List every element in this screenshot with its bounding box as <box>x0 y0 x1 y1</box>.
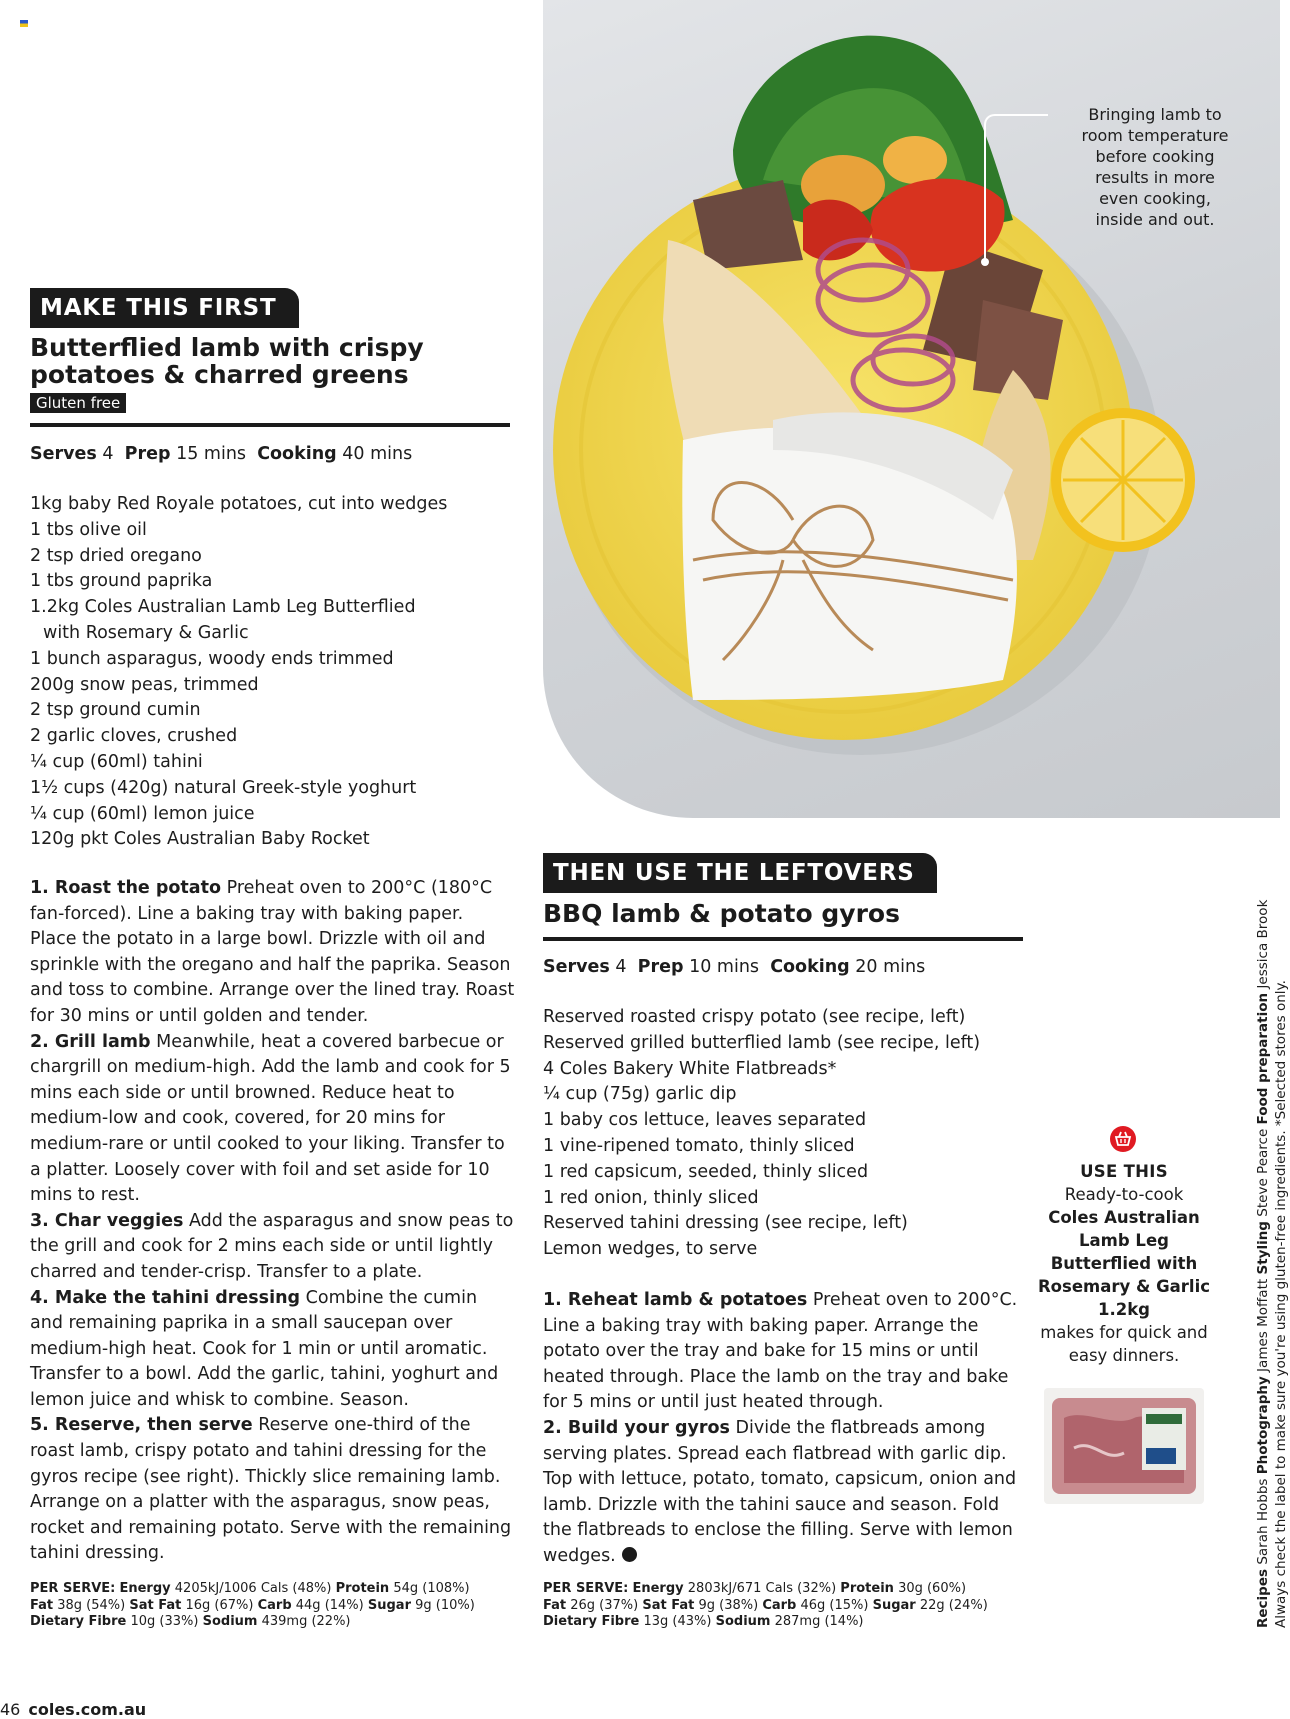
food-prep-label: Food preparation <box>1255 992 1271 1125</box>
ingredient-item: Reserved grilled butterflied lamb (see recipe, left) <box>543 1032 981 1053</box>
ingredient-item: 1½ cups (420g) natural Greek-style yoghurt <box>30 777 417 798</box>
step-heading: 2. Grill lamb <box>30 1031 151 1052</box>
ingredient-item: 2 tsp ground cumin <box>30 700 201 721</box>
serves-value: 4 <box>102 444 114 464</box>
page-number: 46 <box>0 1700 21 1719</box>
then-use-leftovers-tag: THEN USE THE LEFTOVERS <box>543 853 937 893</box>
fat-value: 26g (37%) <box>570 1597 639 1613</box>
serves-value: 4 <box>615 957 627 977</box>
step-heading: 1. Roast the potato <box>30 878 221 898</box>
step-heading: 3. Char veggies <box>30 1210 184 1231</box>
lamb-product-pack <box>1044 1388 1204 1504</box>
method-step <box>30 1286 515 1414</box>
ingredient-item: 1 vine-ripened tomato, thinly sliced <box>543 1135 855 1156</box>
step-text: Combine the cumin and remaining paprika in a small saucepan over medium-high heat. Cook for 1 min or until aromatic. Transfer to a bowl. Add the garlic, tahini, yoghurt and lemon juice and whisk to combine. Season. <box>30 1287 499 1410</box>
prep-value: 15 mins <box>176 444 247 464</box>
recipe1-meta <box>30 443 412 465</box>
fibre-value: 13g (43%) <box>643 1614 712 1629</box>
fat-value: 38g (54%) <box>57 1597 126 1613</box>
per-serve-label: PER SERVE: <box>543 1581 629 1596</box>
recipe1-method <box>30 876 515 1567</box>
prep-label: Prep <box>124 444 171 464</box>
step-text: Reserve one-third of the roast lamb, crispy potato and tahini dressing for the gyros recipe (see right). Thickly slice remaining lamb. Arrange on a platter with the asparagus, snow peas, rocket and remaining potato. Serve with the remaining tahini dressing. <box>30 1415 512 1564</box>
carb-label: Carb <box>762 1597 797 1613</box>
ingredient-item: 4 Coles Bakery White Flatbreads* <box>543 1058 837 1079</box>
food-prep-credit: Jessica Brook <box>1255 899 1271 989</box>
page-footer <box>0 1700 146 1719</box>
sodium-value: 439mg (22%) <box>261 1614 351 1629</box>
method-step <box>30 1030 515 1209</box>
ingredient-item: 1 red onion, thinly sliced <box>543 1187 759 1208</box>
ingredient-item: Reserved roasted crispy potato (see recipe, left) <box>543 1007 966 1027</box>
sat-fat-label: Sat Fat <box>129 1597 182 1613</box>
use-this-intro: Ready-to-cook <box>1064 1185 1184 1204</box>
ingredient-item: 1 bunch asparagus, woody ends trimmed <box>30 648 394 669</box>
ingredient-item: 1 baby cos lettuce, leaves separated <box>543 1110 867 1131</box>
recipes-credit: Sarah Hobbs <box>1255 1478 1271 1565</box>
energy-label: Energy <box>632 1581 684 1596</box>
recipe1-title-line2: potatoes & charred greens <box>30 360 409 389</box>
ingredient-item: ¼ cup (75g) garlic dip <box>543 1084 737 1105</box>
sodium-label: Sodium <box>715 1614 771 1629</box>
carb-value: 46g (15%) <box>800 1597 869 1613</box>
energy-label: Energy <box>119 1581 171 1596</box>
flag-icon <box>20 20 28 27</box>
sodium-value: 287mg (14%) <box>774 1614 864 1629</box>
photography-credit: James Moffatt <box>1255 1278 1271 1372</box>
carb-value: 44g (14%) <box>295 1597 364 1613</box>
step-heading: 4. Make the tahini dressing <box>30 1287 301 1308</box>
ingredient-item: ¼ cup (60ml) tahini <box>30 751 203 772</box>
serves-label: Serves <box>543 957 610 977</box>
ingredient-item: 1 red capsicum, seeded, thinly sliced <box>543 1161 869 1182</box>
method-step <box>30 876 515 1030</box>
recipe2-meta <box>543 956 925 978</box>
sugar-value: 22g (24%) <box>919 1597 988 1613</box>
styling-credit: Steve Pearce <box>1255 1128 1271 1217</box>
use-this-heading: USE THIS <box>1080 1162 1168 1181</box>
fibre-label: Dietary Fibre <box>30 1614 127 1629</box>
photography-label: Photography <box>1255 1376 1271 1475</box>
sat-fat-value: 16g (67%) <box>185 1597 254 1613</box>
ingredient-item: 120g pkt Coles Australian Baby Rocket <box>30 829 370 850</box>
step-text: Add the asparagus and snow peas to the grill and cook for 2 mins each side or until lightly charred and tender-crisp. Transfer to a plate. <box>30 1210 514 1282</box>
protein-value: 30g (60%) <box>898 1581 967 1596</box>
recipe2-ingredients <box>543 1005 1023 1263</box>
step-heading: 2. Build your gyros <box>543 1417 730 1438</box>
energy-value: 2803kJ/671 Cals (32%) <box>687 1581 837 1596</box>
credits-line <box>1254 888 1272 1628</box>
method-step <box>543 1288 1025 1416</box>
ingredient-item: 1.2kg Coles Australian Lamb Leg Butterflied <box>30 597 416 618</box>
cooking-value: 20 mins <box>855 957 926 977</box>
method-step <box>30 1413 515 1567</box>
energy-value: 4205kJ/1006 Cals (48%) <box>174 1581 332 1596</box>
serves-label: Serves <box>30 444 97 464</box>
protein-label: Protein <box>840 1581 894 1596</box>
sugar-label: Sugar <box>872 1597 916 1613</box>
prep-value: 10 mins <box>689 957 760 977</box>
recipe2-nutrition <box>543 1581 1033 1631</box>
photo-callout: Bringing lamb to room temperature before cooking results in more even cooking, inside and out. <box>1081 105 1229 229</box>
method-step <box>30 1209 515 1286</box>
recipe2-method <box>543 1288 1025 1570</box>
ingredient-item: ¼ cup (60ml) lemon juice <box>30 803 255 824</box>
step-text: Preheat oven to 200°C (180°C fan-forced). Line a baking tray with baking paper. Place the potato in a large bowl. Drizzle with oil and sprinkle with the oregano and half the paprika. Season and toss to combine. Arrange over the lined tray. Roast for 30 mins or until golden and tender. <box>30 878 515 1026</box>
method-step <box>543 1416 1025 1570</box>
use-this-product: Coles Australian Lamb Leg Butterflied with Rosemary & Garlic 1.2kg <box>1037 1208 1211 1319</box>
styling-label: Styling <box>1255 1221 1271 1275</box>
recipe2-divider <box>543 937 1023 941</box>
prep-label: Prep <box>637 957 684 977</box>
ingredient-item: 2 garlic cloves, crushed <box>30 726 238 747</box>
step-heading: 1. Reheat lamb & potatoes <box>543 1290 808 1310</box>
fat-label: Fat <box>30 1597 54 1613</box>
sugar-value: 9g (10%) <box>415 1597 475 1613</box>
step-heading: 5. Reserve, then serve <box>30 1415 253 1436</box>
use-this-outro: makes for quick and easy dinners. <box>1040 1323 1208 1365</box>
recipe1-title-line1: Butterflied lamb with crispy <box>30 333 424 362</box>
site-link[interactable]: coles.com.au <box>28 1700 147 1719</box>
dot-bullet-icon <box>622 1547 637 1562</box>
recipe1-ingredients <box>30 492 510 853</box>
sugar-label: Sugar <box>367 1597 411 1613</box>
use-this-panel <box>1036 1160 1212 1367</box>
ingredient-item: 1 tbs olive oil <box>30 519 147 540</box>
ingredient-item-continued: with Rosemary & Garlic <box>43 622 249 643</box>
cooking-label: Cooking <box>257 444 337 464</box>
recipes-label: Recipes <box>1255 1568 1271 1628</box>
cooking-label: Cooking <box>770 957 850 977</box>
recipe1-divider <box>30 423 510 427</box>
fat-label: Fat <box>543 1597 567 1613</box>
recipe1-title <box>30 334 500 388</box>
step-text: Preheat oven to 200°C. Line a baking tray with baking paper. Arrange the potato over the tray and bake for 15 mins or until heated through. Place the lamb on the tray and bake for 5 mins or until just heated through. <box>543 1290 1018 1413</box>
sodium-label: Sodium <box>202 1614 258 1629</box>
fibre-label: Dietary Fibre <box>543 1614 640 1629</box>
make-this-first-tag: MAKE THIS FIRST <box>30 288 299 328</box>
ingredient-item: 1kg baby Red Royale potatoes, cut into wedges <box>30 494 448 514</box>
credits <box>1254 888 1290 1628</box>
fibre-value: 10g (33%) <box>130 1614 199 1629</box>
carb-label: Carb <box>257 1597 292 1613</box>
gluten-free-badge: Gluten free <box>30 393 126 413</box>
step-text: Divide the flatbreads among serving plates. Spread each flatbread with garlic dip. Top with lettuce, potato, tomato, capsicum, onion and lamb. Drizzle with the tahini sauce and season. Fold the flatbreads to enclose the filling. Serve with lemon wedges. <box>543 1417 1017 1566</box>
gluten-free-note: Always check the label to make sure you're using gluten-free ingredients. *Selected stores only. <box>1273 980 1289 1628</box>
sat-fat-value: 9g (38%) <box>698 1597 759 1613</box>
ingredient-item: 200g snow peas, trimmed <box>30 674 259 695</box>
ingredient-item: Reserved tahini dressing (see recipe, left) <box>543 1213 908 1234</box>
basket-icon <box>1110 1126 1136 1152</box>
sat-fat-label: Sat Fat <box>642 1597 695 1613</box>
step-text: Meanwhile, heat a covered barbecue or chargrill on medium-high. Add the lamb and cook for 5 mins each side or until browned. Reduce heat to medium-low and cook, covered, for 20 mins for medium-rare or until cooked to your liking. Transfer to a platter. Loosely cover with foil and set aside for 10 mins to rest. <box>30 1031 511 1206</box>
cooking-value: 40 mins <box>342 444 413 464</box>
recipe2-title: BBQ lamb & potato gyros <box>543 899 900 928</box>
protein-label: Protein <box>335 1581 390 1596</box>
protein-value: 54g (108%) <box>393 1581 470 1596</box>
recipe1-nutrition <box>30 1581 520 1631</box>
ingredient-item: Lemon wedges, to serve <box>543 1239 758 1260</box>
ingredient-item: 2 tsp dried oregano <box>30 545 202 566</box>
ingredient-item: 1 tbs ground paprika <box>30 571 213 592</box>
per-serve-label: PER SERVE: <box>30 1581 116 1596</box>
